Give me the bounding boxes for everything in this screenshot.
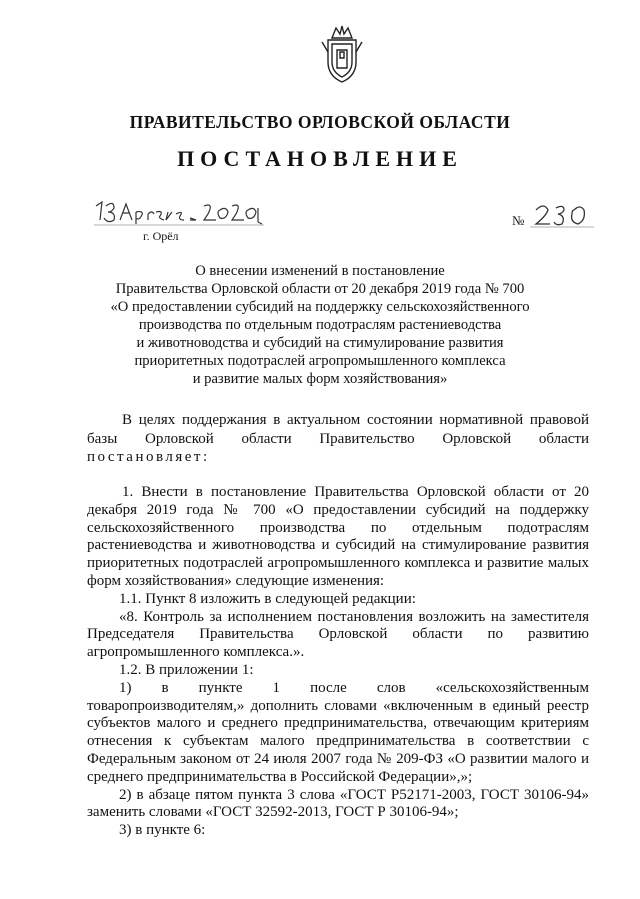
list-item-2: 2) в абзаце пятом пункта 3 слова «ГОСТ Р52171-2003, ГОСТ 30106-94» заменить словами «ГОСТ 32592-2013, ГОСТ Р 30106-94»; [87,786,589,821]
preamble-text: В целях поддержания в актуальном состоянии нормативной правовой базы Орловской области Правительство Орловской области [87,412,589,447]
list-item-1: 1) в пункте 1 после слов «сельскохозяйственным товаропроизводителям,» дополнить словами «включенным в единый реестр субъектов малого и среднего предпринимательства, отвечающим критериям отнесения к субъектам малого предпринимательства в соответствии с Федеральным законом от 24 июля 2007 года № 209-ФЗ «О развитии малого и среднего предпринимательства в Российской Федерации»,»; [87,679,589,785]
document-type-title: ПОСТАНОВЛЕНИЕ [177,146,463,171]
city-label: г. Орёл [143,229,179,243]
paragraph-8-new: «8. Контроль за исполнением постановления возложить на заместителя Председателя Правительства Орловской области по развитию агропромышленного комплекса.». [87,608,589,661]
handwritten-document-number [530,200,594,230]
preamble-resolves: постановляет: [87,449,210,465]
organization-title: ПРАВИТЕЛЬСТВО ОРЛОВСКОЙ ОБЛАСТИ [129,112,511,132]
coat-of-arms-emblem [318,22,366,86]
document-subject [100,262,540,388]
subject-line: О внесении изменений в постановление [195,263,445,279]
subject-line: Правительства Орловской области от 20 декабря 2019 года № 700 [115,281,525,297]
subject-line: и развитие малых форм хозяйствования» [192,371,448,387]
subject-line: и животноводства и субсидий на стимулирование развития [136,335,504,351]
list-item-3: 3) в пункте 6: [119,822,206,839]
document-number-label: № [512,213,525,228]
paragraph-1-2: 1.2. В приложении 1: [119,661,254,678]
preamble [87,411,589,467]
subject-line: производства по отдельным подотраслям растениеводства [138,317,502,333]
document-body [87,484,589,840]
subject-line: «О предоставлении субсидий на поддержку сельскохозяйственного [110,299,530,315]
paragraph-1: 1. Внести в постановление Правительства Орловской области от 20 декабря 2019 года № 700 «О предоставлении субсидий на поддержку сельскохозяйственного производства по отдельным подотраслям растениеводства и животноводства и субсидий на стимулирование развития приоритетных подотраслей агропромышленного комплекса и развитие малых форм хозяйствования» следующие изменения: [87,484,589,589]
paragraph-1-1: 1.1. Пункт 8 изложить в следующей редакции: [119,590,416,607]
subject-line: приоритетных подотраслей агропромышленного комплекса [134,353,506,369]
handwritten-date [94,198,264,228]
